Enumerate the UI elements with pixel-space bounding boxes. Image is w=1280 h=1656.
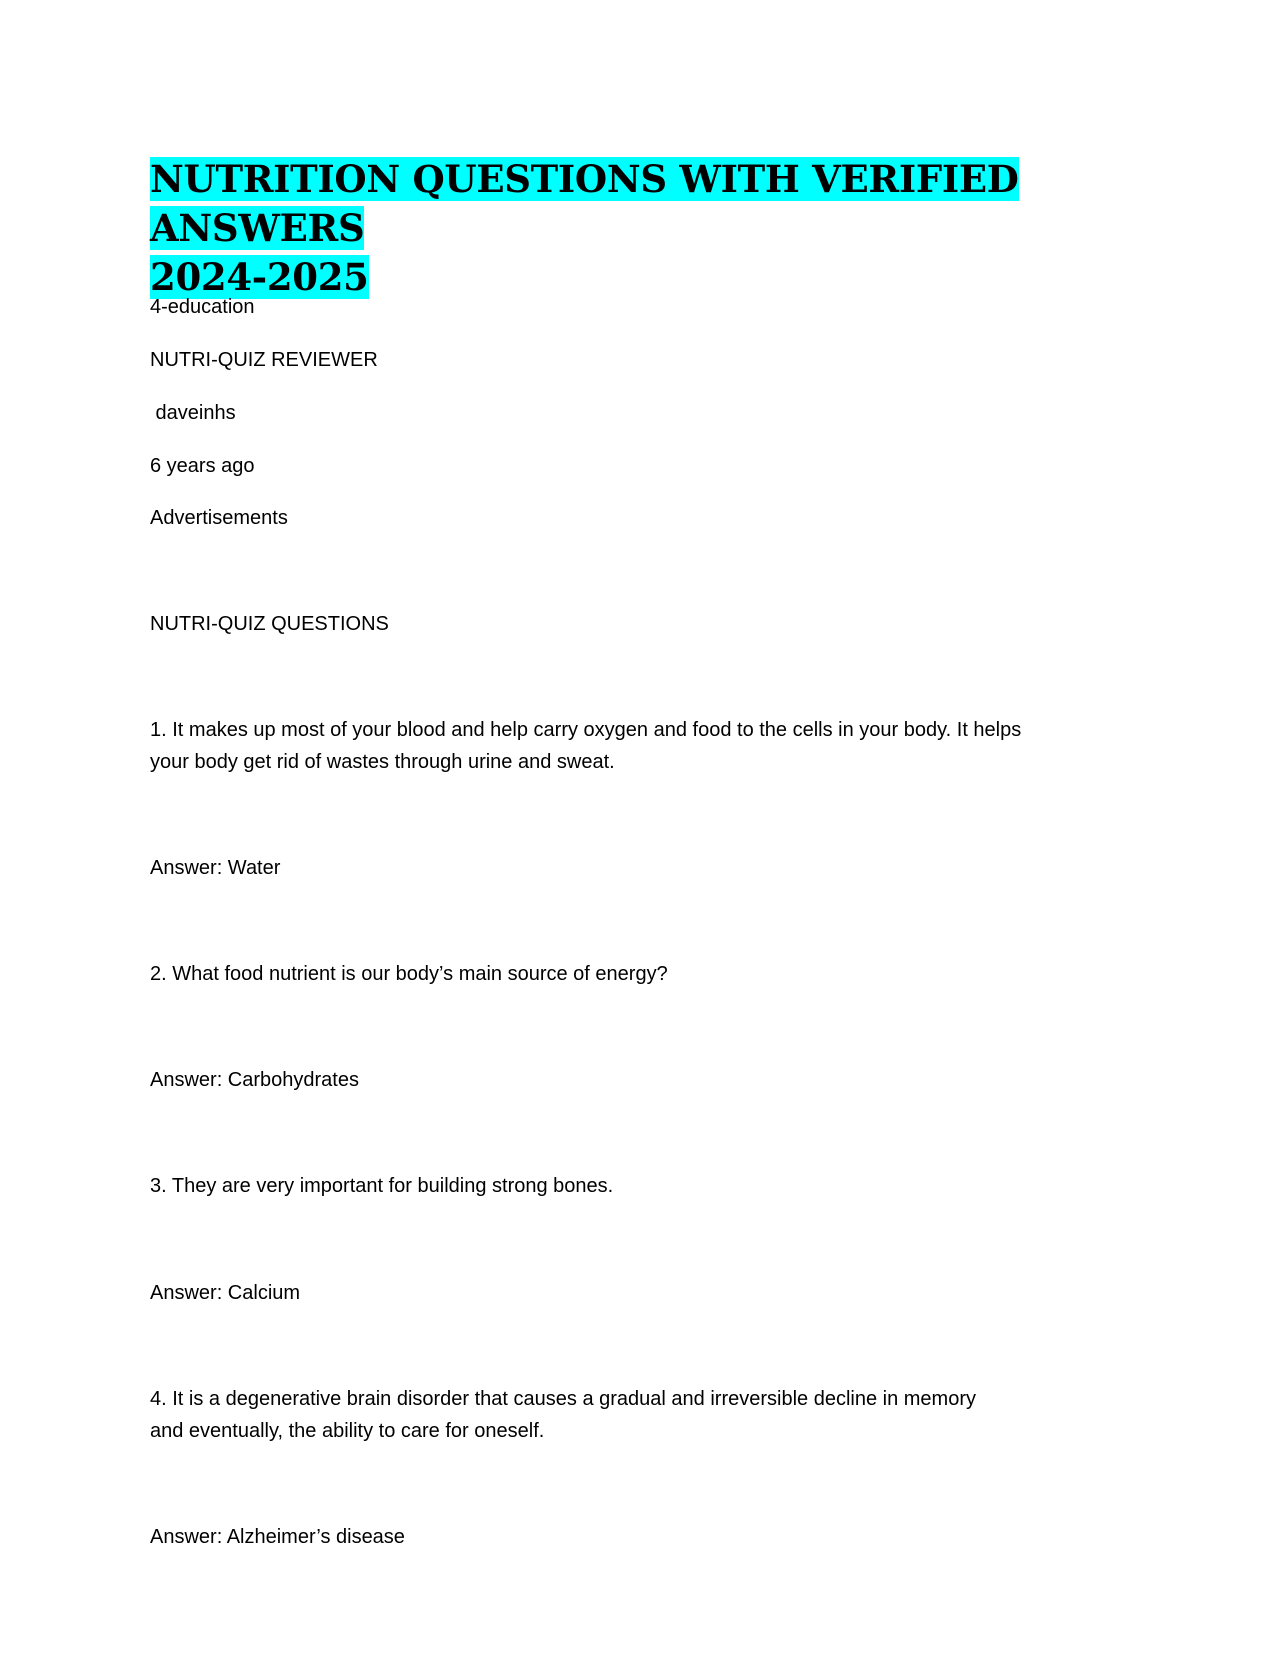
- question-3: 3. They are very important for building strong bones.: [150, 1175, 614, 1197]
- title-line-2: 2024-2025: [150, 255, 369, 299]
- author-text: daveinhs: [150, 402, 236, 424]
- section-heading: NUTRI-QUIZ QUESTIONS: [150, 613, 389, 635]
- category-text: 4-education: [150, 296, 255, 318]
- answer-3: Answer: Calcium: [150, 1282, 301, 1304]
- document-title: [150, 155, 1150, 302]
- reviewer-text: NUTRI-QUIZ REVIEWER: [150, 349, 378, 371]
- advertisements-text: Advertisements: [150, 507, 288, 529]
- title-line-1: NUTRITION QUESTIONS WITH VERIFIED ANSWERS: [150, 157, 1019, 250]
- question-4-line-2: and eventually, the ability to care for oneself.: [150, 1420, 545, 1442]
- question-1-line-1: 1. It makes up most of your blood and help carry oxygen and food to the cells in your body. It helps: [150, 719, 1022, 741]
- posted-time-text: 6 years ago: [150, 455, 255, 477]
- answer-4: Answer: Alzheimer’s disease: [150, 1526, 405, 1548]
- question-2: 2. What food nutrient is our body’s main source of energy?: [150, 963, 668, 985]
- question-1-line-2: your body get rid of wastes through urine and sweat.: [150, 751, 615, 773]
- answer-1: Answer: Water: [150, 857, 281, 879]
- answer-2: Answer: Carbohydrates: [150, 1069, 359, 1091]
- question-4-line-1: 4. It is a degenerative brain disorder that causes a gradual and irreversible decline in memory: [150, 1388, 976, 1410]
